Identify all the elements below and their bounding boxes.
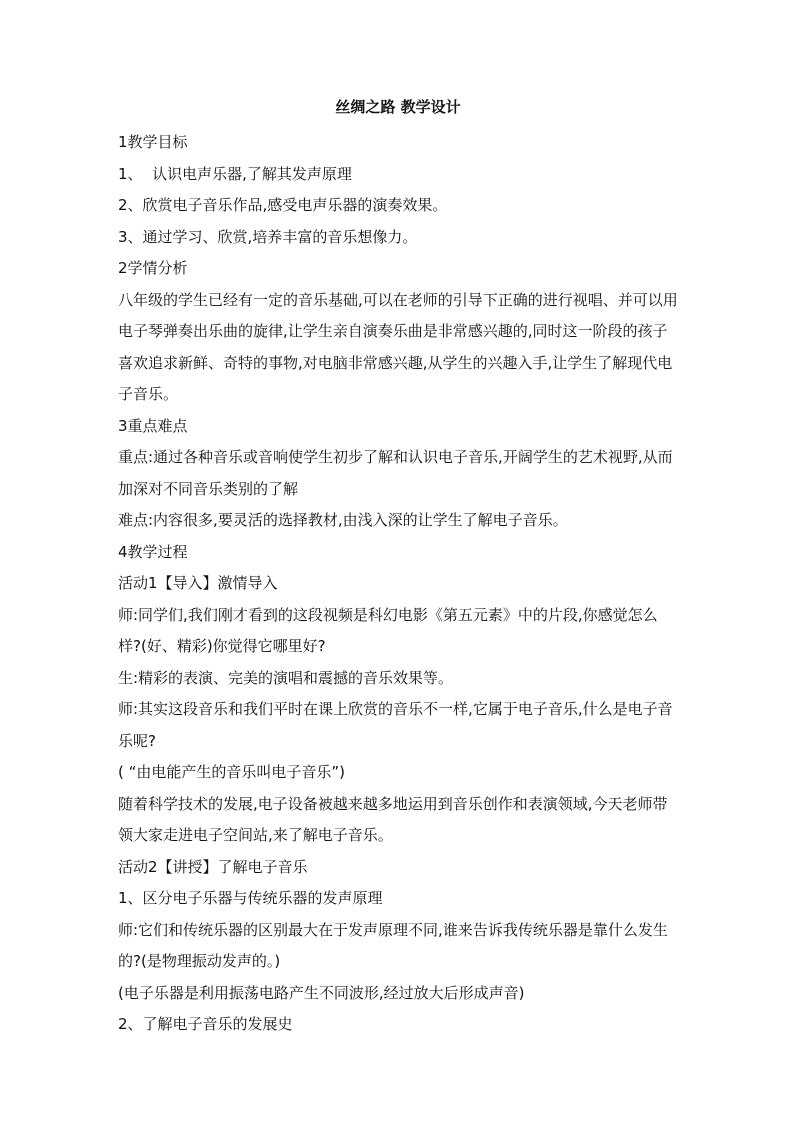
student-answer-paragraph: 生:精彩的表演、完美的演唱和震撼的音乐效果等。 [118, 668, 454, 687]
difficulty-paragraph: 难点:内容很多,要灵活的选择教材,由浅入深的让学生了解电子音乐。 [118, 511, 568, 529]
teacher-explanation-paragraph: 师:其实这段音乐和我们平时在课上欣赏的音乐不一样,它属于电子音乐,什么是电子音乐呢? [118, 700, 673, 750]
section-heading-student-analysis: 2学情分析 [118, 259, 188, 277]
objective-item-1: 1、 认识电声乐器,了解其发声原理 [118, 164, 352, 183]
electronic-instrument-note: (电子乐器是利用振荡电路产生不同波形,经过放大后形成声音) [118, 983, 525, 1002]
document-title: 丝绸之路 教学设计 [335, 98, 461, 116]
section-heading-process: 4教学过程 [118, 542, 188, 561]
teacher-question-paragraph: 师:同学们,我们刚才看到的这段视频是科幻电影《第五元素》中的片段,你感觉怎么样?(好、精彩)你觉得它哪里好? [118, 605, 658, 655]
objective-item-3: 3、通过学习、欣赏,培养丰富的音乐想像力。 [118, 227, 418, 246]
teacher-question-2-paragraph: 师:它们和传统乐器的区别最大在于发声原理不同,谁来告诉我传统乐器是靠什么发生的?(是物理振动发声的。) [118, 920, 668, 970]
activity-2-heading: 活动2【讲授】了解电子音乐 [118, 857, 308, 876]
document-body [118, 96, 678, 1041]
student-analysis-paragraph: 八年级的学生已经有一定的音乐基础,可以在老师的引导下正确的进行视唱、并可以用电子琴弹奏出乐曲的旋律,让学生亲自演奏乐曲是非常感兴趣的,同时这一阶段的孩子喜欢追求新鲜、奇特的事物,对电脑非常感兴趣,从学生的兴趣入手,让学生了解现代电子音乐。 [118, 290, 678, 403]
section-heading-key-points: 3重点难点 [118, 416, 188, 435]
subsection-heading-1: 1、区分电子乐器与传统乐器的发声原理 [118, 889, 383, 907]
introduction-paragraph: 随着科学技术的发展,电子设备被越来越多地运用到音乐创作和表演领域,今天老师带领大家走进电子空间站,来了解电子音乐。 [118, 794, 668, 844]
definition-paragraph: ( “由电能产生的音乐叫电子音乐”) [118, 763, 346, 781]
activity-1-heading: 活动1【导入】激情导入 [118, 574, 278, 592]
subsection-heading-2: 2、了解电子音乐的发展史 [118, 1015, 293, 1033]
objective-item-2: 2、欣赏电子音乐作品,感受电声乐器的演奏效果。 [118, 196, 448, 214]
section-heading-objectives: 1教学目标 [118, 133, 188, 151]
key-point-paragraph: 重点:通过各种音乐或音响使学生初步了解和认识电子音乐,开阔学生的艺术视野,从而加深对不同音乐类别的了解 [118, 448, 673, 498]
